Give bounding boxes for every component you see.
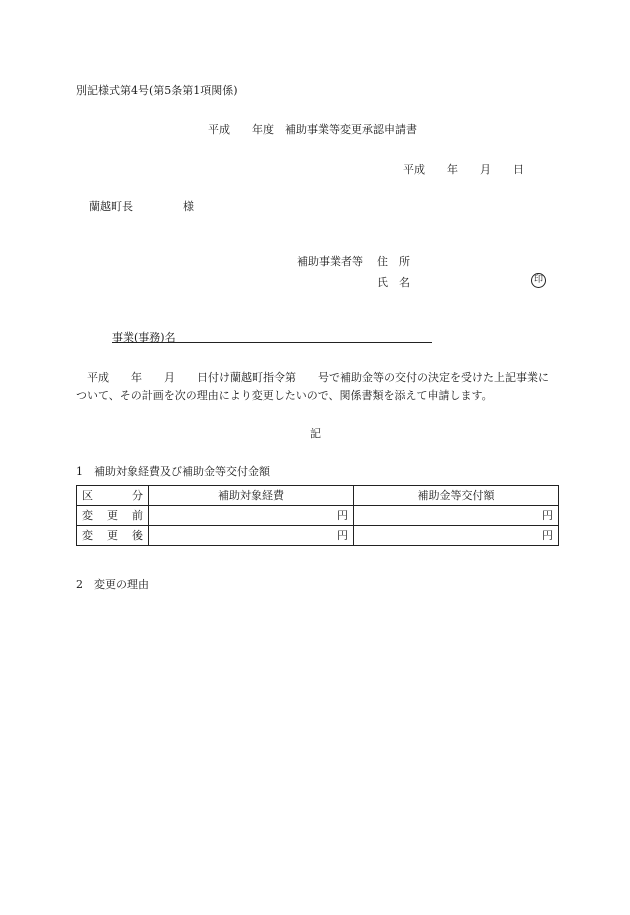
cell-after-expense: 円 [149,526,354,546]
applicant-label: 補助事業者等 [297,255,363,268]
cell-after-grant: 円 [354,526,559,546]
ki-heading: 記 [310,427,321,440]
header-eligible-expense: 補助対象経費 [149,486,354,506]
expense-table [76,485,559,546]
project-name-label: 事業(事務)名 [112,331,176,344]
document-title: 平成 年度 補助事業等変更承認申請書 [208,123,417,136]
table-header-row [77,486,559,506]
address-label: 住 所 [377,255,410,268]
section2-title: 2 変更の理由 [76,578,149,591]
section1-title: 1 補助対象経費及び補助金等交付金額 [76,465,270,478]
header-grant-amount: 補助金等交付額 [354,486,559,506]
date-line: 平成 年 月 日 [403,163,524,176]
row-label-before: 変更前 [77,506,149,526]
cell-before-grant: 円 [354,506,559,526]
application-body-text: 平成 年 月 日付け蘭越町指令第 号で補助金等の交付の決定を受けた上記事業について、その計画を次の理由により変更したいので、関係書類を添えて申請します。 [76,371,549,402]
addressee: 蘭越町長 [89,200,133,213]
project-name-underline [112,342,432,343]
table-row [77,526,559,546]
header-category: 区 分 [77,486,149,506]
form-number: 別記様式第4号(第5条第1項関係) [76,84,238,97]
row-label-after: 変更後 [77,526,149,546]
addressee-honorific: 様 [183,200,194,213]
table-row [77,506,559,526]
seal-mark: 印 [531,273,546,288]
cell-before-expense: 円 [149,506,354,526]
name-label: 氏 名 [377,276,410,289]
